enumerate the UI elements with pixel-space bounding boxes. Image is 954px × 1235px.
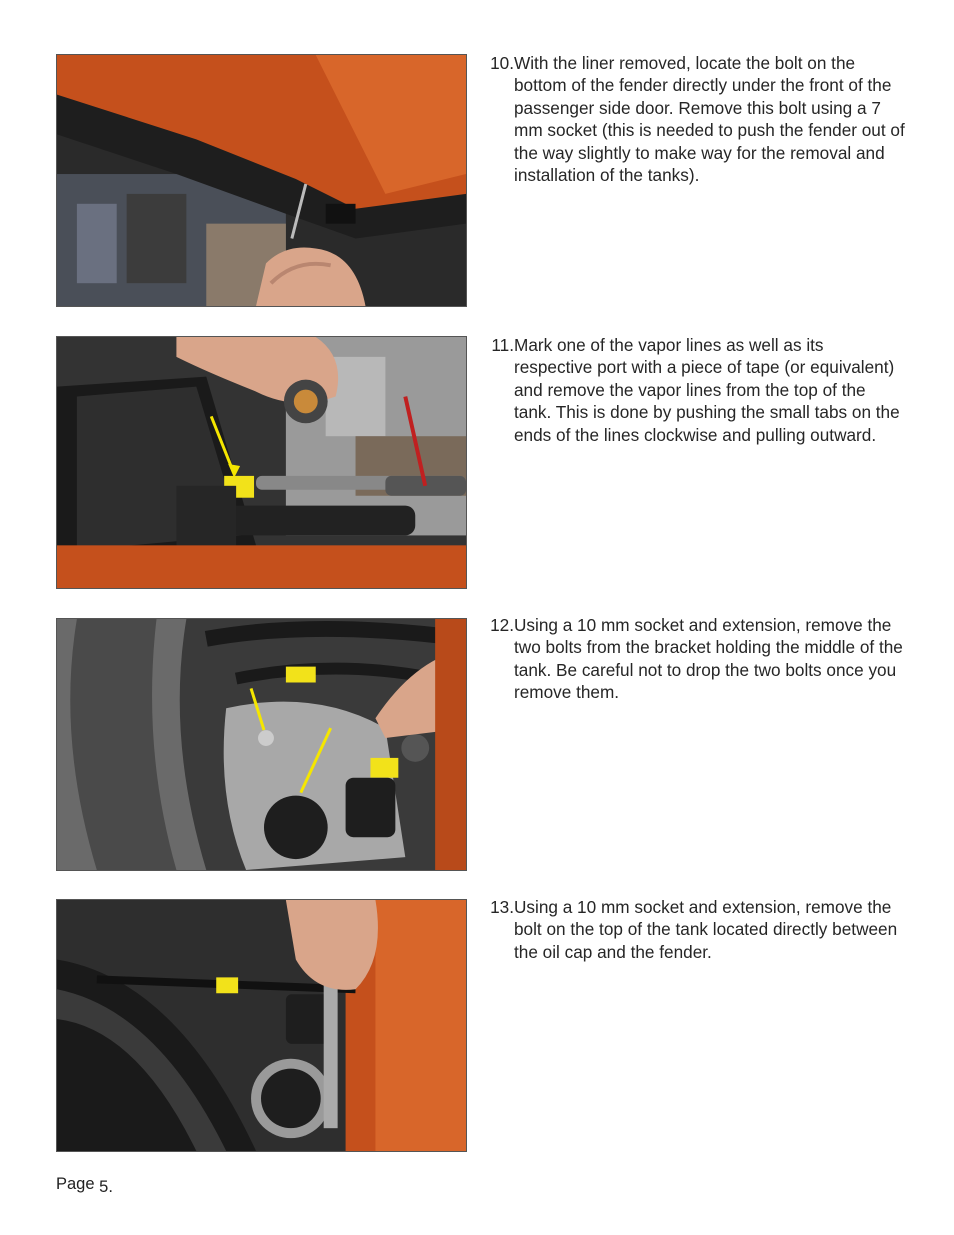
photo-fender-bolt <box>56 54 467 307</box>
page-label: Page <box>56 1175 95 1193</box>
step-text: Using a 10 mm socket and extension, remove the bolt on the top of the tank located directly between the oil cap and the fender. <box>514 897 898 962</box>
step-text: Mark one of the vapor lines as well as its respective port with a piece of tape (or equivalent) and remove the vapor lines from the top of the tank. This is done by pushing the small tabs on the ends of the lines clockwise and pulling outward. <box>514 335 900 445</box>
photo-bracket-bolts <box>56 618 467 871</box>
step-number: 10. <box>490 53 514 73</box>
step-text: Using a 10 mm socket and extension, remove the two bolts from the bracket holding the middle of the tank. Be careful not to drop the two bolts once you remove them. <box>514 615 903 703</box>
step-number: 11. <box>491 335 514 355</box>
photo-top-tank-bolt <box>56 899 467 1152</box>
step-number: 12. <box>490 615 514 635</box>
page-footer <box>56 1175 113 1194</box>
photo-vapor-lines <box>56 336 467 589</box>
page-number: 5. <box>99 1178 113 1196</box>
step-text: With the liner removed, locate the bolt on the bottom of the fender directly under the front of the passenger side door. Remove this bolt using a 7 mm socket (this is needed to push the fender out of the way slightly to make way for the removal and installation of the tanks). <box>514 53 905 186</box>
step-number: 13. <box>490 897 514 917</box>
